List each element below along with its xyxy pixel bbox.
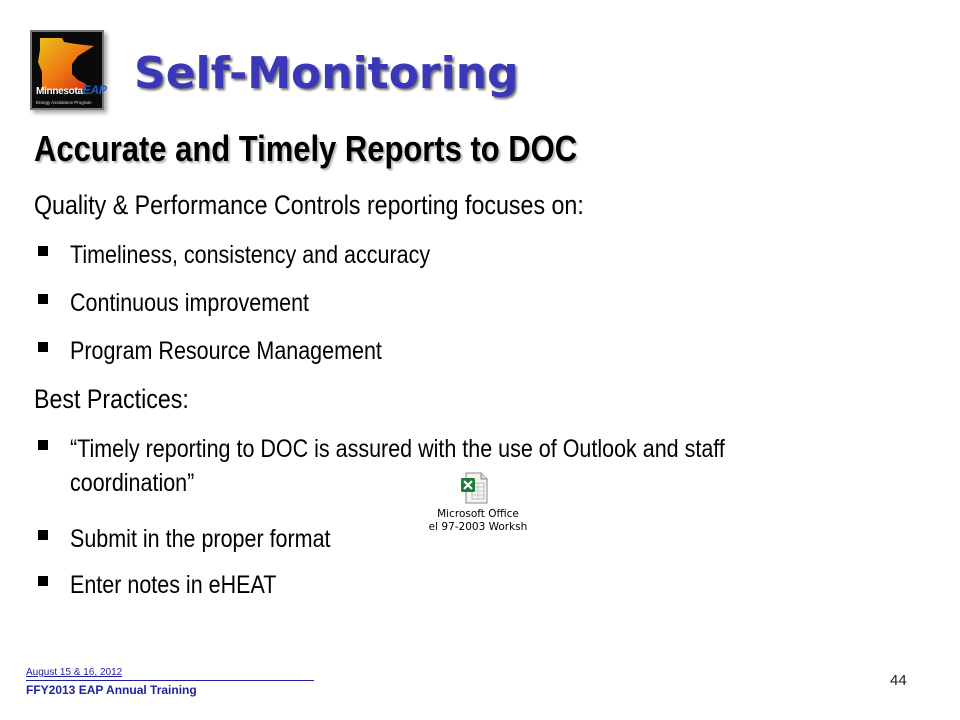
- bullet-square-icon: [38, 440, 48, 450]
- embedded-excel-object[interactable]: [426, 472, 530, 542]
- bullet-text: coordination”: [70, 469, 195, 497]
- bullet-text: Submit in the proper format: [70, 525, 331, 553]
- bullet-text: Program Resource Management: [70, 337, 382, 365]
- slide-title: Self-Monitoring: [134, 48, 519, 99]
- bullet-square-icon: [38, 342, 48, 352]
- footer-event: FFY2013 EAP Annual Training: [26, 683, 197, 697]
- footer-divider: [26, 680, 314, 681]
- bullet-square-icon: [38, 294, 48, 304]
- intro-text: Quality & Performance Controls reporting focuses on:: [34, 190, 584, 220]
- page-number: 44: [890, 672, 907, 689]
- best-practices-heading: Best Practices:: [34, 384, 189, 414]
- footer-date: August 15 & 16, 2012: [26, 667, 123, 678]
- logo-tagline: Energy Assistance Program: [36, 100, 92, 105]
- excel-worksheet-icon: [460, 472, 488, 504]
- slide-subtitle: Accurate and Timely Reports to DOC: [34, 128, 578, 169]
- bullet-text: Continuous improvement: [70, 289, 310, 317]
- bullet-square-icon: [38, 246, 48, 256]
- bullet-square-icon: [38, 576, 48, 586]
- bullet-square-icon: [38, 530, 48, 540]
- minnesota-eap-logo: [30, 30, 107, 110]
- logo-wordmark: MinnesotaEAP: [36, 83, 107, 97]
- bullet-text: “Timely reporting to DOC is assured with the use of Outlook and staff: [70, 435, 725, 463]
- bullet-text: Enter notes in eHEAT: [70, 571, 277, 599]
- bullet-text: Timeliness, consistency and accuracy: [70, 241, 431, 269]
- embedded-object-label: Microsoft Office el 97-2003 Worksh: [428, 508, 528, 533]
